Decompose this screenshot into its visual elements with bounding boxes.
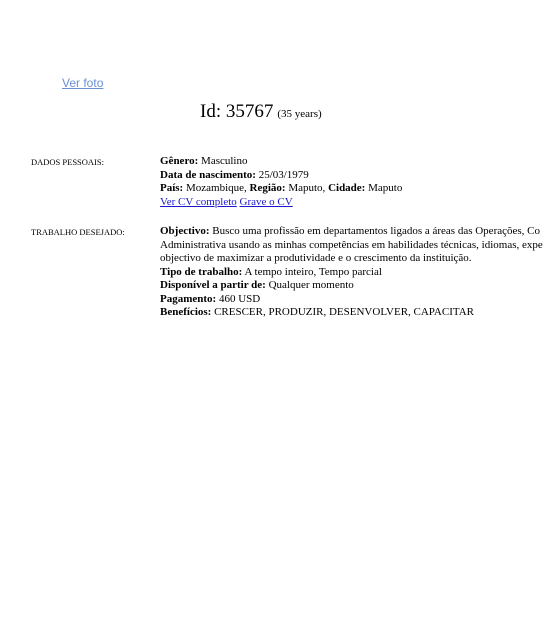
objective-line-1 bbox=[160, 225, 540, 239]
availability-row bbox=[160, 279, 495, 293]
availability-value: Qualquer momento bbox=[268, 279, 354, 291]
country-value: Mozambique, bbox=[185, 182, 247, 194]
work-type-label: Tipo de trabalho: bbox=[160, 265, 243, 278]
gender-row bbox=[160, 155, 495, 169]
save-cv-link[interactable]: Grave o CV bbox=[239, 195, 293, 208]
birth-date-label: Data de nascimento: bbox=[160, 168, 256, 181]
payment-row bbox=[160, 293, 495, 307]
desired-job-section bbox=[160, 225, 543, 320]
work-type-row bbox=[160, 266, 495, 280]
personal-data-label: DADOS PESSOAIS: bbox=[31, 157, 104, 167]
benefits-label: Benefícios: bbox=[160, 306, 212, 318]
city-label: Cidade: bbox=[328, 182, 366, 194]
country-label: País: bbox=[160, 182, 184, 194]
location-row bbox=[160, 182, 495, 196]
city-value: Maputo bbox=[368, 182, 403, 194]
birth-date-value: 25/03/1979 bbox=[258, 168, 309, 181]
candidate-id-heading bbox=[200, 101, 322, 123]
cv-links-row bbox=[160, 196, 495, 210]
availability-label: Disponível a partir de: bbox=[160, 279, 266, 291]
work-type-value: A tempo inteiro, Tempo parcial bbox=[244, 265, 382, 278]
birth-date-row bbox=[160, 169, 495, 183]
objective-text-1: Busco uma profissão em departamentos ligados a áreas das Operações, Co bbox=[212, 225, 540, 237]
payment-label: Pagamento: bbox=[160, 292, 217, 305]
personal-data-section bbox=[160, 155, 495, 209]
objective-label: Objectivo: bbox=[160, 225, 210, 237]
view-full-cv-link[interactable]: Ver CV completo bbox=[160, 195, 237, 208]
desired-job-label: TRABALHO DESEJADO: bbox=[31, 227, 125, 237]
region-value: Maputo, bbox=[288, 182, 326, 194]
benefits-value: CRESCER, PRODUZIR, DESENVOLVER, CAPACITAR bbox=[214, 306, 474, 318]
gender-value: Masculino bbox=[201, 155, 248, 167]
candidate-id: Id: 35767 bbox=[200, 101, 274, 122]
benefits-row bbox=[160, 306, 495, 320]
candidate-age: (35 years) bbox=[277, 108, 322, 120]
objective-line-2: Administrativa usando as minhas competências em habilidades técnicas, idiomas, expe bbox=[160, 238, 543, 251]
region-label: Região: bbox=[249, 182, 286, 194]
payment-value: 460 USD bbox=[218, 292, 261, 305]
gender-label: Gênero: bbox=[160, 155, 199, 167]
view-photo-link[interactable]: Ver foto bbox=[62, 76, 104, 90]
objective-line-3: objectivo de maximizar a produtividade e o crescimento da instituição. bbox=[160, 252, 472, 264]
